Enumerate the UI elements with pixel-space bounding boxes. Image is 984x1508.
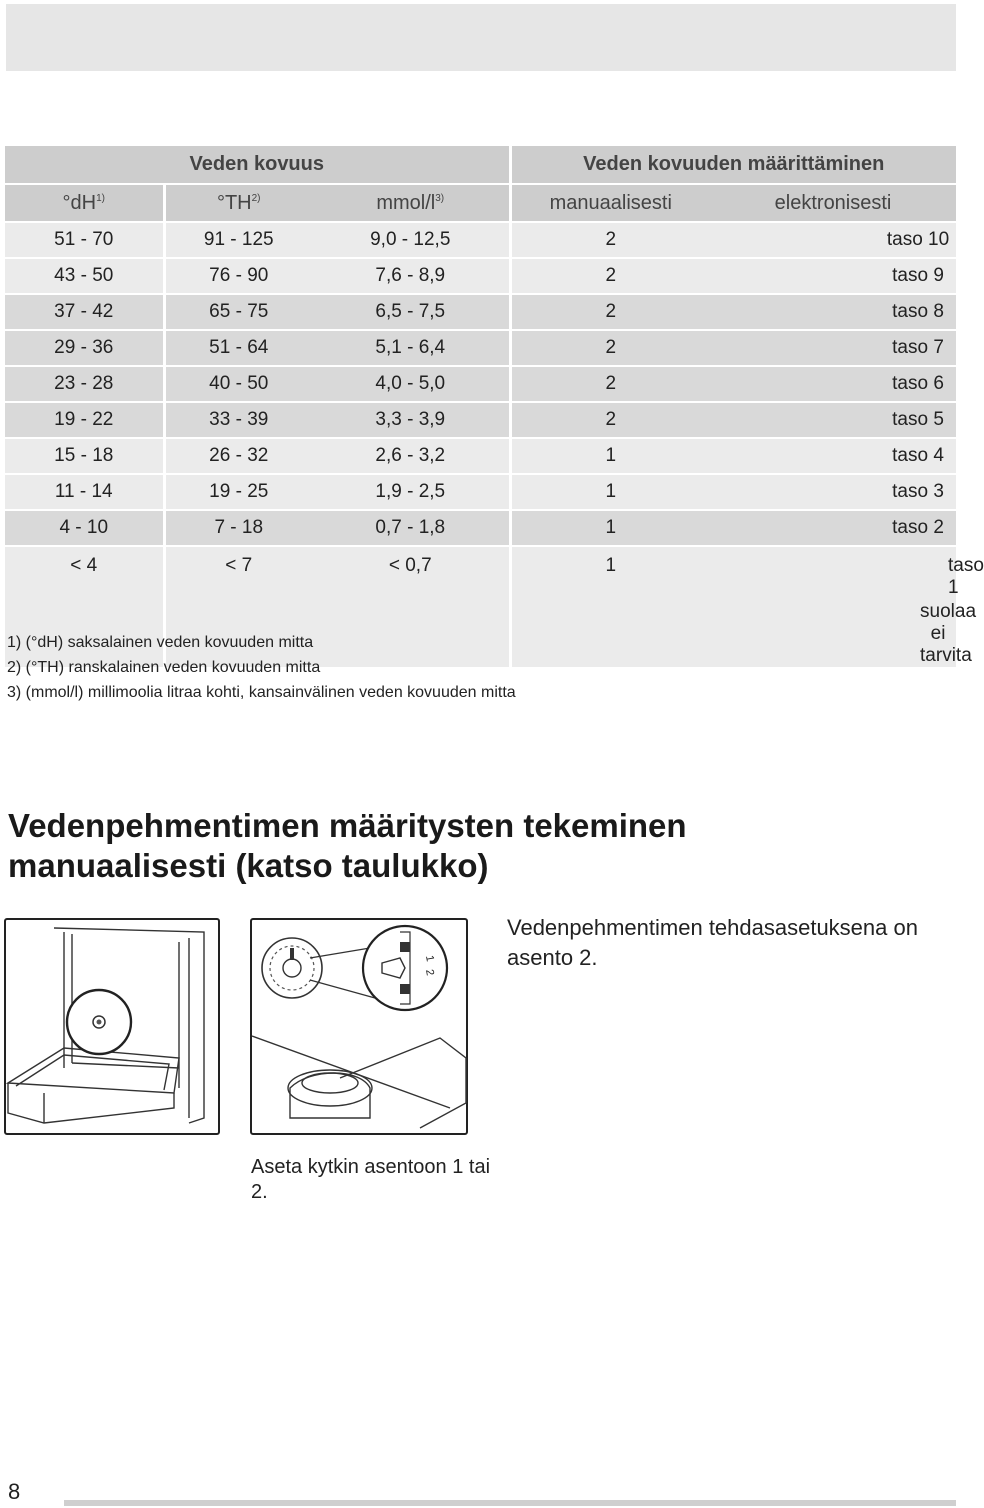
cell-value: 91 - 125 — [203, 229, 274, 250]
table-cell — [510, 330, 710, 366]
no-salt-needed-note: suolaa ei tarvita — [920, 601, 977, 666]
table-cell — [164, 402, 312, 438]
table-cell — [510, 546, 710, 667]
cell-value: taso 3 — [892, 481, 944, 502]
table-cell — [5, 366, 164, 402]
table-cell — [312, 294, 510, 330]
table-cell — [710, 366, 956, 402]
cell-value: < 0,7 — [388, 555, 432, 576]
table-row — [5, 510, 956, 546]
table-cell — [710, 294, 956, 330]
cell-value: 33 - 39 — [209, 409, 269, 430]
cell-value: 40 - 50 — [209, 373, 269, 394]
cell-value: 1,9 - 2,5 — [375, 481, 446, 502]
cell-value: taso 4 — [892, 445, 944, 466]
cell-value: < 4 — [70, 555, 98, 576]
table-row — [5, 222, 956, 258]
group-header-hardness: Veden kovuus — [5, 145, 510, 184]
cell-value: < 7 — [225, 555, 253, 576]
table-cell — [5, 474, 164, 510]
figure-caption: Aseta kytkin asentoon 1 tai 2. — [251, 1156, 491, 1203]
cell-value: taso 8 — [892, 301, 944, 322]
table-cell — [5, 510, 164, 546]
table-cell — [164, 294, 312, 330]
table-cell — [510, 294, 710, 330]
cell-value: 23 - 28 — [54, 373, 114, 394]
footnotes — [7, 630, 516, 705]
cell-value: 3,3 - 3,9 — [375, 409, 446, 430]
cell-value: 51 - 70 — [54, 229, 114, 250]
table-cell — [312, 438, 510, 474]
table-cell — [164, 330, 312, 366]
cell-value: 2,6 - 3,2 — [375, 445, 446, 466]
cell-value: 7 - 18 — [214, 517, 264, 538]
table-row — [5, 330, 956, 366]
table-cell — [710, 258, 956, 294]
table-row — [5, 438, 956, 474]
table-cell — [510, 438, 710, 474]
table-cell — [710, 510, 956, 546]
cell-value: 7,6 - 8,9 — [375, 265, 446, 286]
dial-detail-icon — [363, 926, 447, 1010]
table-cell — [710, 222, 956, 258]
cell-value: 19 - 22 — [54, 409, 114, 430]
cell-value: 5,1 - 6,4 — [375, 337, 446, 358]
cell-value: taso 6 — [892, 373, 944, 394]
table-cell — [510, 366, 710, 402]
table-row — [5, 366, 956, 402]
footnote-2: 2) (°TH) ranskalainen veden kovuuden mitta — [7, 659, 321, 676]
table-cell — [710, 546, 984, 667]
col-header-manual: manuaalisesti — [510, 184, 710, 222]
cell-value: 1 — [605, 555, 617, 576]
table-cell — [5, 294, 164, 330]
table-cell — [710, 438, 956, 474]
table-cell — [312, 222, 510, 258]
cell-value: 6,5 - 7,5 — [375, 301, 446, 322]
cell-value: 1 — [605, 517, 617, 538]
footnote-3: 3) (mmol/l) millimoolia litraa kohti, kansainvälinen veden kovuuden mitta — [7, 684, 516, 701]
table-cell — [312, 474, 510, 510]
table-cell — [510, 222, 710, 258]
table-cell — [710, 330, 956, 366]
table-cell — [164, 366, 312, 402]
table-cell — [164, 222, 312, 258]
cell-value: 2 — [605, 301, 617, 322]
dial-label-1: 1 — [423, 954, 436, 963]
cell-value: 15 - 18 — [54, 445, 114, 466]
header-bar — [6, 4, 956, 71]
cell-value: taso 10 — [886, 229, 950, 250]
cell-value: 4 - 10 — [59, 517, 109, 538]
col-header-mmol: mmol/$l^{3)}$ — [312, 184, 510, 222]
section-title: Vedenpehmentimen määritysten tekeminen manuaalisesti (katso taulukko) — [8, 807, 687, 884]
dial-icon — [262, 938, 322, 998]
table-cell — [510, 474, 710, 510]
cell-value: 9,0 - 12,5 — [370, 229, 451, 250]
table-cell — [510, 402, 710, 438]
cell-value: 2 — [605, 373, 617, 394]
cell-value: 51 - 64 — [209, 337, 269, 358]
table-cell — [312, 330, 510, 366]
table-row — [5, 258, 956, 294]
factory-setting-note: Vedenpehmentimen tehdasasetuksena on asento 2. — [507, 915, 918, 970]
cell-value: taso 9 — [892, 265, 944, 286]
page-number: 8 — [8, 1479, 21, 1504]
col-header-electronic: elektronisesti — [710, 184, 956, 222]
cell-value: 2 — [605, 229, 617, 250]
table-cell — [5, 222, 164, 258]
table-cell — [164, 474, 312, 510]
cell-value: 37 - 42 — [54, 301, 114, 322]
table-cell — [5, 438, 164, 474]
table-column-header-row — [5, 184, 956, 222]
cell-value: taso 5 — [892, 409, 944, 430]
table-cell — [5, 402, 164, 438]
table-cell — [164, 438, 312, 474]
cell-value: taso 1 — [948, 555, 984, 598]
table-row — [5, 402, 956, 438]
table-cell — [164, 510, 312, 546]
footer-bar — [64, 1500, 956, 1506]
cell-value: 19 - 25 — [209, 481, 269, 502]
cell-value: 4,0 - 5,0 — [375, 373, 446, 394]
cell-value: 2 — [605, 265, 617, 286]
dial-label-2: 2 — [423, 968, 436, 977]
salt-container-dial-illustration — [250, 918, 468, 1135]
cell-value: 11 - 14 — [54, 481, 113, 502]
table-group-header-row — [5, 145, 956, 184]
cell-value: taso 7 — [892, 337, 944, 358]
cell-value: taso 2 — [892, 517, 944, 538]
table-cell — [710, 474, 956, 510]
dishwasher-illustration — [4, 918, 220, 1135]
table-cell — [312, 366, 510, 402]
footnote-1: 1) (°dH) saksalainen veden kovuuden mitta — [7, 634, 314, 651]
table-cell — [312, 258, 510, 294]
cell-value: 1 — [605, 445, 617, 466]
cell-value: 29 - 36 — [54, 337, 114, 358]
cell-value: 2 — [605, 409, 617, 430]
table-row — [5, 474, 956, 510]
table-cell — [164, 258, 312, 294]
table-cell — [312, 402, 510, 438]
col-header-dh: $^\circ dH^{1)}$ — [5, 184, 164, 222]
table-cell — [5, 330, 164, 366]
cell-value: 65 - 75 — [209, 301, 269, 322]
cell-value: 1 — [605, 481, 617, 502]
cell-value: 76 - 90 — [209, 265, 269, 286]
table-cell — [5, 258, 164, 294]
table-cell — [312, 510, 510, 546]
group-header-determination: Veden kovuuden määrittäminen — [510, 145, 956, 184]
cell-value: 26 - 32 — [209, 445, 269, 466]
cell-value: 43 - 50 — [54, 265, 114, 286]
table-cell — [510, 258, 710, 294]
table-cell — [710, 402, 956, 438]
cell-value: 2 — [605, 337, 617, 358]
table-row — [5, 294, 956, 330]
water-hardness-table — [5, 144, 984, 667]
col-header-th: °TH$^{2)}$ — [164, 184, 312, 222]
table-cell — [510, 510, 710, 546]
cell-value: 0,7 - 1,8 — [375, 517, 446, 538]
